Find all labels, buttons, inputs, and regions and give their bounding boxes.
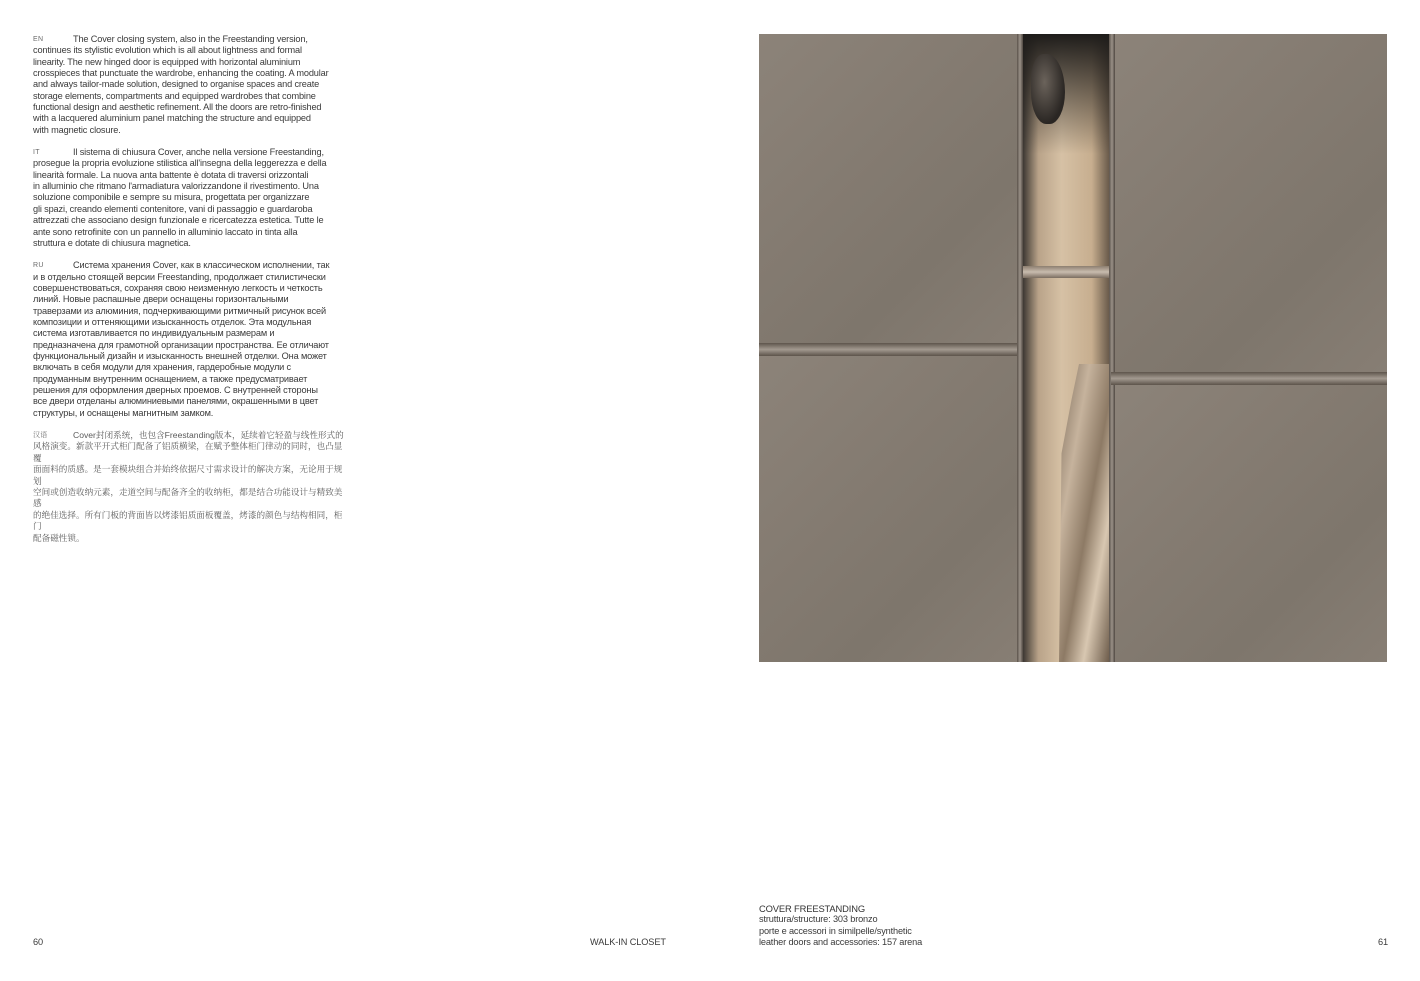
caption-line: struttura/structure: 303 bronzo <box>759 914 878 925</box>
door-panel <box>759 356 1017 662</box>
aluminium-crosspiece <box>759 343 1021 356</box>
interior-shelf <box>1023 266 1109 278</box>
language-code: IT <box>33 149 40 157</box>
description-column <box>33 34 345 555</box>
caption-title: COVER FREESTANDING <box>759 903 865 914</box>
door-edge <box>1017 34 1023 662</box>
wardrobe-photo <box>759 34 1387 662</box>
paragraph-it: Il sistema di chiusura Cover, anche nella versione Freestanding, prosegue la propria evoluzione stilistica all'insegna della leggerezza e della linearità formale. La nuova anta battente è dotata di traversi orizzontali in alluminio che ritmano l'armadiatura valorizzandone il rivestimento. Una soluzione componibile e sempre su misura, progettata per organizzare gli spazi, creando elementi contenitore, vani di passaggio e guardaroba attrezzati che associano design funzionale e ricercatezza estetica. Tutte le ante sono retrofinite con un pannello in alluminio laccato in tinta alla struttura e dotate di chiusura magnetica. <box>33 147 327 248</box>
caption-line: leather doors and accessories: 157 arena <box>759 937 923 948</box>
aluminium-crosspiece <box>1111 372 1387 385</box>
caption-line: porte e accessori in similpelle/synthetic <box>759 925 912 936</box>
paragraph-zh: Cover封闭系统，也包含Freestanding版本，延续着它轻盈与线性形式的 风格演变。新款平开式柜门配备了铝质横梁，在赋予整体柜门律动的同时，也凸显覆 面面料的质感。是一套模块组合并始终依据尺寸需求设计的解决方案，无论用于规划 空间或创造收纳元素，走道空间与配备齐全的收纳柜，都是结合功能设计与精致美感 的绝佳选择。所有门板的背面皆以烤漆铝质面板覆盖，烤漆的颜色与结构相同，柜门 配备磁性锁。 <box>33 430 344 543</box>
door-panel <box>1115 385 1387 662</box>
page-number-right: 61 <box>1378 937 1389 947</box>
text-block-it <box>33 147 345 249</box>
paragraph-ru: Система хранения Cover, как в классическом исполнении, так и в отдельно стоящей версии Freestanding, продолжает стилистически совершенствоваться, сохраняя свою неизменную легкость и четкость линий. Новые распашные двери оснащены горизонтальными траверзами из алюминия, подчеркивающими ритмичный рисунок всей композиции и оттеняющими изысканность отделок. Эта модульная система изготавливается по индивидуальным размерам и предназначена для грамотной организации пространства. Ее отличают функциональный дизайн и изысканность внешней отделки. Она может включать в себя модули для хранения, гардеробные модули с продуманным внутренним оснащением, а также предусматривает решения для оформления дверных проемов. С внутренней стороны все двери отделаны алюминиевыми панелями, окрашенными в цвет структуры, и оснащены магнитным замком. <box>33 260 330 418</box>
door-panel <box>759 34 1017 343</box>
text-block-zh <box>33 430 345 544</box>
photo-caption <box>759 903 922 949</box>
door-panel <box>1115 34 1387 372</box>
paragraph-en: The Cover closing system, also in the Freestanding version, continues its stylistic evolution which is all about lightness and formal linearity. The new hinged door is equipped with horizontal aluminium crosspieces that punctuate the wardrobe, enhancing the coating. A modular and always tailor-made solution, designed to organise spaces and create storage elements, compartments and equipped wardrobes that combine functional design and aesthetic refinement. All the doors are retro-finished with a lacquered aluminium panel matching the structure and equipped with magnetic closure. <box>33 34 329 135</box>
page-number-left: 60 <box>33 937 44 947</box>
language-code: EN <box>33 36 44 43</box>
text-block-ru <box>33 260 345 419</box>
language-code: RU <box>33 262 44 270</box>
text-block-en <box>33 34 345 136</box>
language-code: 汉语 <box>33 432 48 439</box>
section-title: WALK-IN CLOSET <box>590 937 666 947</box>
